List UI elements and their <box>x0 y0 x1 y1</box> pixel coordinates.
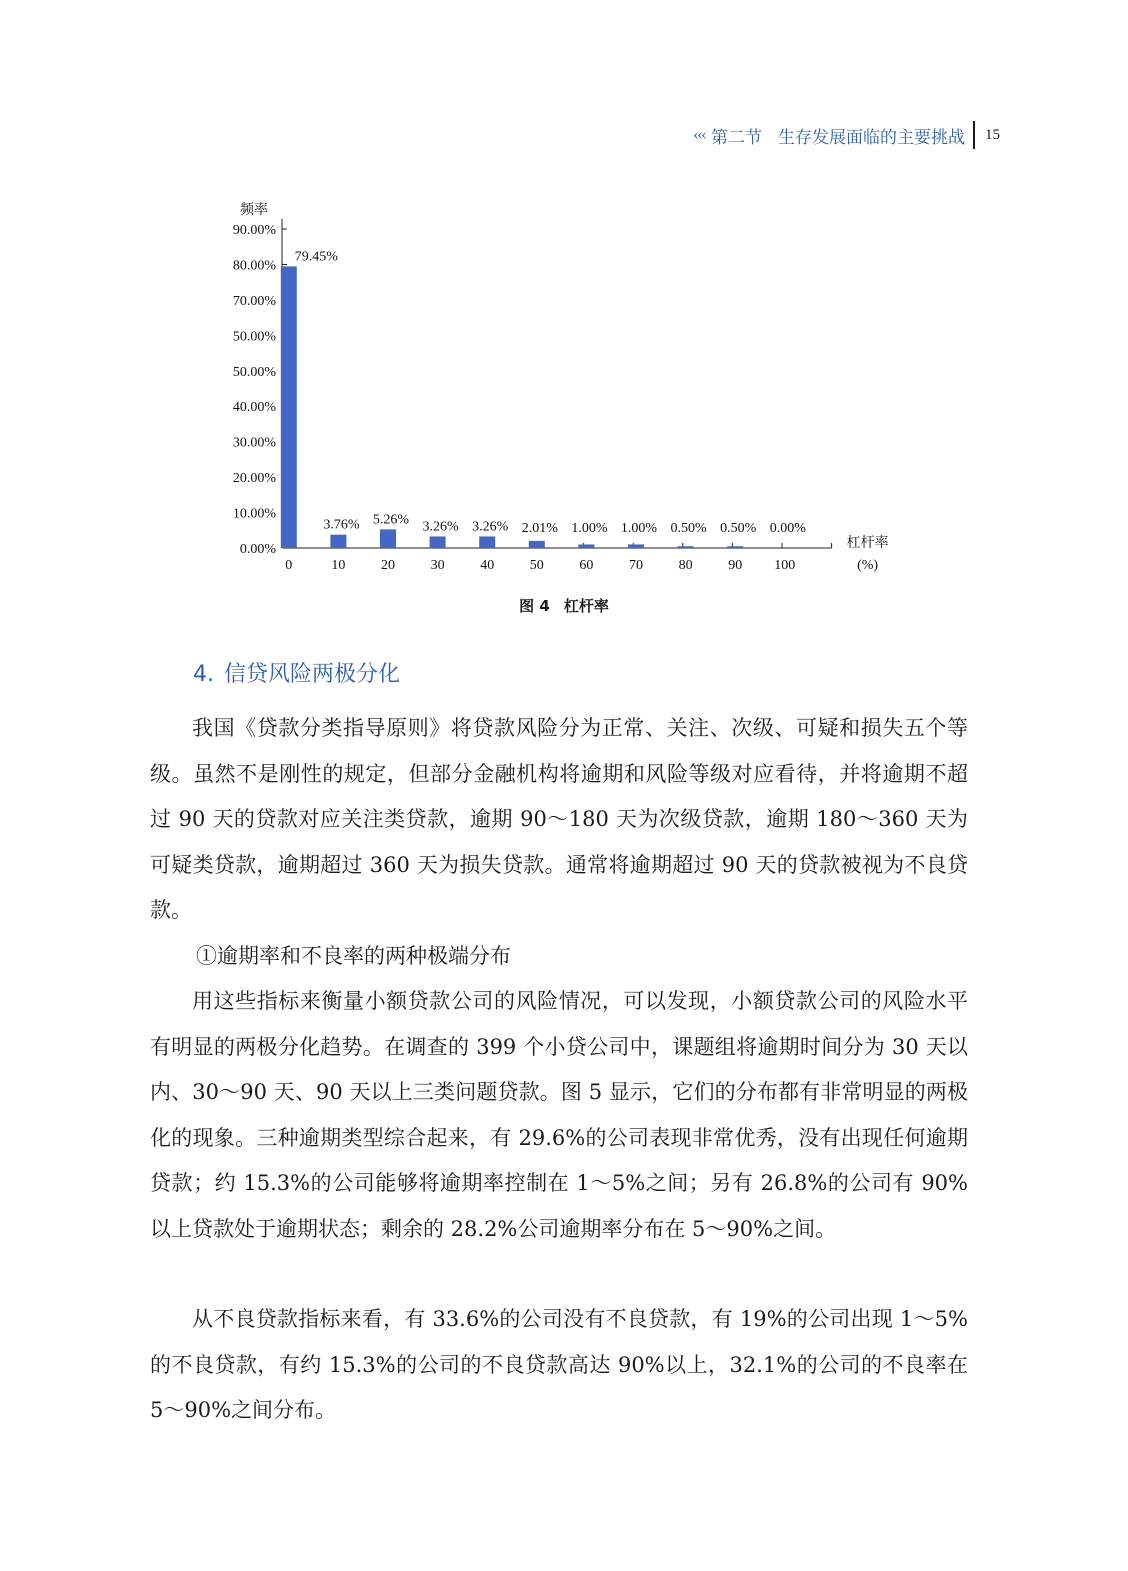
bar <box>727 546 743 548</box>
paragraph-loan-classification: 我国《贷款分类指导原则》将贷款风险分为正常、关注、次级、可疑和损失五个等级。虽然不是刚性的规定，但部分金融机构将逾期和风险等级对应看待，并将逾期不超过 90 天的贷款对应关注类贷款，逾期 90～180 天为次级贷款，逾期 180～360 天为可疑类贷款，逾期超过 360 天为损失贷款。通常将逾期超过 90 天的贷款被视为不良贷款。 <box>150 716 968 922</box>
figure-caption <box>0 595 1128 616</box>
x-axis-title: 杠杆率 <box>846 536 889 551</box>
x-tick-label: 100 <box>774 558 796 573</box>
header-section-number: 第二节 <box>711 127 762 148</box>
x-tick-label: 70 <box>629 558 643 573</box>
bar <box>430 536 446 548</box>
y-tick-label: 20.00% <box>232 471 276 487</box>
bar <box>479 536 495 548</box>
y-tick-label: 40.00% <box>232 400 276 416</box>
bar <box>380 529 396 548</box>
bar <box>628 544 644 548</box>
x-tick-label: 20 <box>381 558 395 573</box>
bar <box>529 541 545 548</box>
bar-data-label: 3.26% <box>472 519 509 535</box>
figure-number: 图 4 <box>519 597 550 615</box>
bar-data-label: 5.26% <box>372 512 410 528</box>
x-tick-label: 60 <box>579 558 594 573</box>
x-tick-label: 10 <box>331 558 346 573</box>
paragraph-npl-distribution: 从不良贷款指标来看，有 33.6%的公司没有不良贷款，有 19%的公司出现 1～5%的不良贷款，有约 15.3%的公司的不良贷款高达 90%以上，32.1%的公司的不良率在 5～90%之间分布。 <box>150 1307 968 1422</box>
leverage-bar-chart <box>210 195 910 580</box>
x-axis-unit: (%) <box>857 558 879 573</box>
bar-data-label: 3.26% <box>422 519 459 535</box>
header-section-title: 生存发展面临的主要挑战 <box>778 127 965 148</box>
running-header <box>640 120 1000 150</box>
x-tick-label: 40 <box>480 558 495 573</box>
page-number: 15 <box>985 126 1000 143</box>
section-number: 4. <box>193 662 214 687</box>
section-title: 信贷风险两极分化 <box>224 662 401 687</box>
subheading-extreme-distribution: ①逾期率和不良率的两种极端分布 <box>196 944 511 968</box>
bar-data-label: 1.00% <box>571 521 608 536</box>
y-tick-label: 30.00% <box>232 435 276 451</box>
x-tick-label: 30 <box>430 558 445 573</box>
y-axis-title: 频率 <box>240 203 268 218</box>
bar-data-label: 0.00% <box>769 521 806 536</box>
bar-data-label: 0.50% <box>670 521 707 536</box>
y-tick-label: 80.00% <box>232 258 276 274</box>
bar-data-label: 0.50% <box>720 521 757 536</box>
paragraph-overdue-distribution: 用这些指标来衡量小额贷款公司的风险情况，可以发现，小额贷款公司的风险水平有明显的两极分化趋势。在调查的 399 个小贷公司中，课题组将逾期时间分为 30 天以内、30～90 天、90 天以上三类问题贷款。图 5 显示，它们的分布都有非常明显的两极化的现象。三种逾期类型综合起来，有 29.6%的公司表现非常优秀，没有出现任何逾期贷款；约 15.3%的公司能够将逾期率控制在 1～5%之间；另有 26.8%的公司有 90%以上贷款处于逾期状态；剩余的 28.2%公司逾期率分布在 5～90%之间。 <box>150 989 968 1241</box>
bar <box>281 266 297 548</box>
x-tick-label: 90 <box>728 558 743 573</box>
header-section <box>711 123 965 148</box>
x-tick-label: 0 <box>285 558 293 573</box>
bar <box>578 544 594 548</box>
bar-data-label: 2.01% <box>521 521 558 536</box>
bar <box>330 535 346 548</box>
y-tick-label: 50.00% <box>232 364 276 380</box>
bar-data-label: 3.76% <box>323 517 360 533</box>
bar-data-label: 79.45% <box>294 249 338 265</box>
chevrons-icon: ‹‹‹ <box>693 126 705 144</box>
x-tick-label: 50 <box>529 558 544 573</box>
bar-data-label: 1.00% <box>620 521 658 536</box>
y-tick-label: 70.00% <box>232 293 276 309</box>
y-tick-label: 90.00% <box>232 223 276 238</box>
figure-title: 杠杆率 <box>563 597 609 615</box>
x-tick-label: 80 <box>678 558 693 573</box>
y-tick-label: 10.00% <box>232 506 276 522</box>
y-tick-label: 50.00% <box>232 329 276 345</box>
bar <box>678 546 694 548</box>
y-tick-label: 0.00% <box>239 542 276 557</box>
header-divider <box>973 121 975 149</box>
section-heading <box>193 657 400 688</box>
